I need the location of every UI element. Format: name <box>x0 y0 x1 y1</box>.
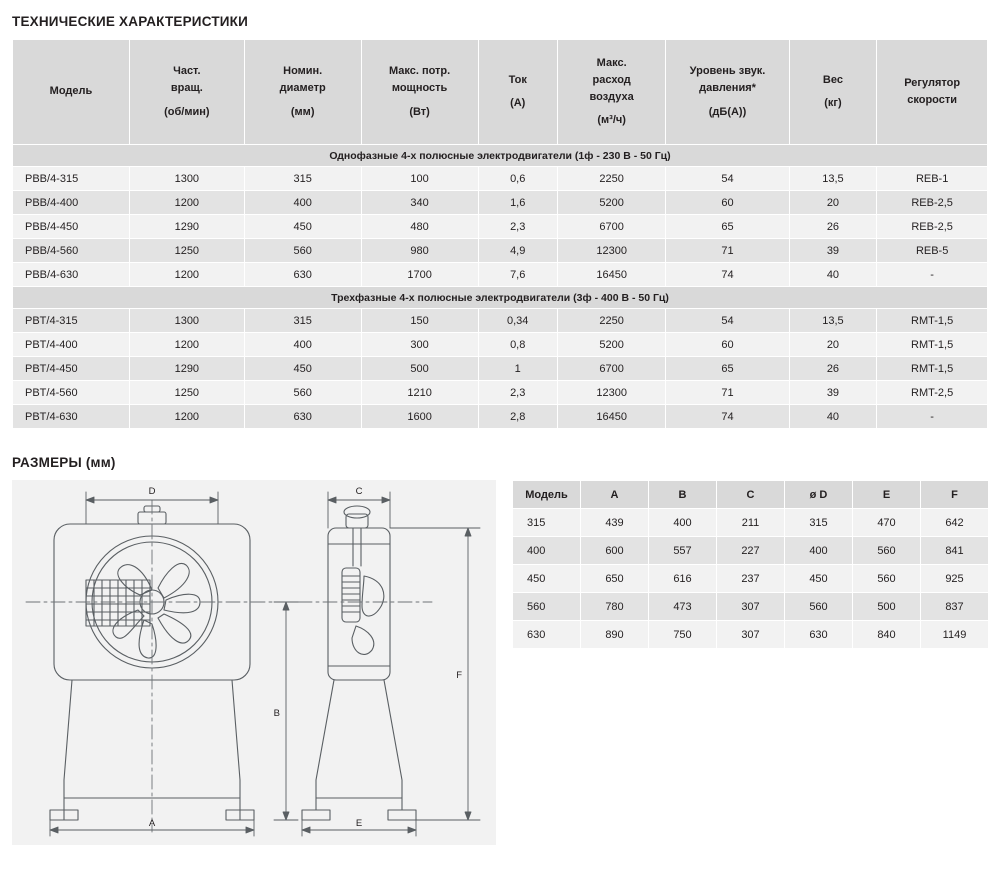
group-label-single-phase: Однофазные 4-х полюсные электродвигатели (1ф - 230 В - 50 Гц) <box>13 145 988 167</box>
cell-speed: 1200 <box>129 263 244 287</box>
dims-cell-f: 841 <box>921 537 989 565</box>
cell-airflow: 5200 <box>557 333 666 357</box>
cell-weight: 40 <box>789 405 877 429</box>
dimensions-block <box>12 480 988 852</box>
dims-cell-f: 1149 <box>921 621 989 649</box>
dims-header-row <box>513 481 989 509</box>
cell-sound: 71 <box>666 239 789 263</box>
drawing-label-c: C <box>355 486 363 497</box>
cell-speed: 1250 <box>129 239 244 263</box>
cell-power: 150 <box>361 309 478 333</box>
dims-col-header-model: Модель <box>513 481 581 509</box>
col-header-diameter-unit: (мм) <box>290 105 315 118</box>
table-row <box>513 509 989 537</box>
dims-cell-a: 439 <box>581 509 649 537</box>
table-row <box>13 191 988 215</box>
dims-cell-c: 307 <box>717 593 785 621</box>
cell-weight: 40 <box>789 263 877 287</box>
col-header-airflow-unit: (м³/ч) <box>597 114 626 127</box>
col-header-airflow-line3: воздуха <box>589 91 634 103</box>
table-row <box>13 405 988 429</box>
dims-title-text: РАЗМЕРЫ <box>12 455 82 470</box>
dims-cell-e: 560 <box>853 565 921 593</box>
cell-speed: 1290 <box>129 357 244 381</box>
dims-cell-e: 840 <box>853 621 921 649</box>
cell-power: 500 <box>361 357 478 381</box>
cell-speed: 1300 <box>129 167 244 191</box>
specs-table-body <box>13 145 988 429</box>
group-header-row <box>13 287 988 309</box>
cell-model: PBT/4-560 <box>13 381 130 405</box>
dims-table-head <box>513 481 989 509</box>
dims-cell-e: 470 <box>853 509 921 537</box>
cell-weight: 39 <box>789 381 877 405</box>
table-row <box>513 621 989 649</box>
drawing-label-a: A <box>148 818 156 829</box>
table-row <box>13 333 988 357</box>
col-header-diameter <box>244 40 361 145</box>
cell-weight: 20 <box>789 333 877 357</box>
dims-cell-f: 837 <box>921 593 989 621</box>
col-header-airflow-line2: расход <box>592 73 631 86</box>
table-row <box>13 215 988 239</box>
cell-regulator: RMT-2,5 <box>877 381 988 405</box>
cell-model: PBB/4-560 <box>13 239 130 263</box>
technical-specs-table <box>12 39 988 429</box>
table-row <box>13 263 988 287</box>
cell-airflow: 6700 <box>557 215 666 239</box>
cell-sound: 74 <box>666 263 789 287</box>
drawing-label-d: D <box>148 486 156 497</box>
dims-cell-d: 560 <box>785 593 853 621</box>
cell-model: PBB/4-400 <box>13 191 130 215</box>
cell-current: 2,8 <box>478 405 557 429</box>
dims-cell-f: 925 <box>921 565 989 593</box>
col-header-power-line1: Макс. потр. <box>388 65 451 78</box>
dims-cell-f: 642 <box>921 509 989 537</box>
dims-cell-a: 600 <box>581 537 649 565</box>
table-row <box>13 239 988 263</box>
col-header-current-line1: Ток <box>508 73 527 86</box>
drawing-label-f: F <box>456 670 462 681</box>
dims-cell-a: 650 <box>581 565 649 593</box>
table-row <box>513 565 989 593</box>
cell-speed: 1200 <box>129 191 244 215</box>
col-header-speed-line1: Част. <box>173 65 201 78</box>
cell-diameter: 630 <box>244 263 361 287</box>
dims-cell-c: 227 <box>717 537 785 565</box>
dims-table-body <box>513 509 989 649</box>
dims-col-header-c: C <box>717 481 785 509</box>
col-header-sound <box>666 40 789 145</box>
col-header-power-unit: (Вт) <box>409 105 430 118</box>
datasheet-page <box>0 14 1000 870</box>
cell-speed: 1290 <box>129 215 244 239</box>
cell-current: 2,3 <box>478 381 557 405</box>
cell-sound: 74 <box>666 405 789 429</box>
table-row <box>13 357 988 381</box>
col-header-power <box>361 40 478 145</box>
specs-section-title <box>12 14 1000 29</box>
drawing-label-b: B <box>273 708 280 719</box>
col-header-speed-line2: вращ. <box>170 82 203 95</box>
cell-diameter: 630 <box>244 405 361 429</box>
dims-cell-e: 500 <box>853 593 921 621</box>
cell-sound: 65 <box>666 215 789 239</box>
dims-col-header-b: B <box>649 481 717 509</box>
cell-model: PBT/4-315 <box>13 309 130 333</box>
dims-cell-c: 307 <box>717 621 785 649</box>
cell-weight: 26 <box>789 215 877 239</box>
cell-diameter: 560 <box>244 381 361 405</box>
cell-power: 480 <box>361 215 478 239</box>
cell-weight: 39 <box>789 239 877 263</box>
dims-cell-d: 400 <box>785 537 853 565</box>
product-drawing-svg <box>12 480 496 845</box>
dims-cell-a: 890 <box>581 621 649 649</box>
col-header-regulator <box>877 40 988 145</box>
dims-cell-e: 560 <box>853 537 921 565</box>
cell-airflow: 6700 <box>557 357 666 381</box>
col-header-weight-unit: (кг) <box>824 97 842 109</box>
cell-power: 1700 <box>361 263 478 287</box>
dims-col-header-d: ø D <box>785 481 853 509</box>
col-header-regulator-line2: скорости <box>907 94 958 106</box>
cell-regulator: - <box>877 263 988 287</box>
cell-power: 1210 <box>361 381 478 405</box>
cell-power: 100 <box>361 167 478 191</box>
cell-airflow: 5200 <box>557 191 666 215</box>
cell-diameter: 450 <box>244 357 361 381</box>
cell-sound: 65 <box>666 357 789 381</box>
dims-section-title <box>12 455 1000 470</box>
cell-regulator: REB-5 <box>877 239 988 263</box>
dims-cell-b: 750 <box>649 621 717 649</box>
cell-power: 980 <box>361 239 478 263</box>
group-label-three-phase: Трехфазные 4-х полюсные электродвигатели (3ф - 400 В - 50 Гц) <box>13 287 988 309</box>
cell-diameter: 400 <box>244 333 361 357</box>
cell-current: 4,9 <box>478 239 557 263</box>
cell-diameter: 450 <box>244 215 361 239</box>
cell-airflow: 2250 <box>557 309 666 333</box>
cell-regulator: - <box>877 405 988 429</box>
col-header-weight-line1: Вес <box>822 73 843 86</box>
dims-cell-model: 400 <box>513 537 581 565</box>
dims-cell-model: 315 <box>513 509 581 537</box>
cell-speed: 1200 <box>129 333 244 357</box>
cell-airflow: 16450 <box>557 405 666 429</box>
cell-model: PBT/4-450 <box>13 357 130 381</box>
cell-power: 1600 <box>361 405 478 429</box>
cell-weight: 13,5 <box>789 167 877 191</box>
dimensions-table <box>512 480 989 649</box>
col-header-weight <box>789 40 877 145</box>
cell-sound: 60 <box>666 191 789 215</box>
col-header-airflow <box>557 40 666 145</box>
table-row <box>13 381 988 405</box>
cell-diameter: 315 <box>244 167 361 191</box>
specs-title-text: ТЕХНИЧЕСКИЕ ХАРАКТЕРИСТИКИ <box>12 14 249 29</box>
product-drawing-panel <box>12 480 496 845</box>
cell-model: PBB/4-450 <box>13 215 130 239</box>
table-row <box>513 537 989 565</box>
col-header-power-line2: мощность <box>391 82 448 95</box>
dims-cell-c: 237 <box>717 565 785 593</box>
dims-cell-d: 315 <box>785 509 853 537</box>
cell-regulator: REB-2,5 <box>877 215 988 239</box>
table-row <box>13 167 988 191</box>
cell-model: PBB/4-630 <box>13 263 130 287</box>
group-header-row <box>13 145 988 167</box>
dims-cell-b: 473 <box>649 593 717 621</box>
cell-sound: 54 <box>666 309 789 333</box>
cell-current: 2,3 <box>478 215 557 239</box>
cell-power: 300 <box>361 333 478 357</box>
col-header-airflow-line1: Макс. <box>596 56 627 69</box>
cell-speed: 1250 <box>129 381 244 405</box>
cell-sound: 60 <box>666 333 789 357</box>
dims-title-unit: (мм) <box>85 455 116 470</box>
col-header-diameter-line1: Номин. <box>283 65 323 78</box>
col-header-sound-unit: (дБ(А)) <box>708 105 747 118</box>
dims-cell-b: 400 <box>649 509 717 537</box>
dims-cell-b: 557 <box>649 537 717 565</box>
cell-airflow: 12300 <box>557 381 666 405</box>
cell-current: 7,6 <box>478 263 557 287</box>
col-header-diameter-line2: диаметр <box>279 82 326 95</box>
dims-cell-model: 450 <box>513 565 581 593</box>
col-header-regulator-line1: Регулятор <box>904 76 961 89</box>
cell-diameter: 400 <box>244 191 361 215</box>
cell-speed: 1200 <box>129 405 244 429</box>
cell-regulator: RMT-1,5 <box>877 333 988 357</box>
col-header-speed <box>129 40 244 145</box>
cell-regulator: RMT-1,5 <box>877 357 988 381</box>
dims-col-header-a: A <box>581 481 649 509</box>
dims-col-header-e: E <box>853 481 921 509</box>
col-header-speed-unit: (об/мин) <box>164 105 210 118</box>
dims-cell-d: 630 <box>785 621 853 649</box>
cell-current: 0,8 <box>478 333 557 357</box>
dims-cell-d: 450 <box>785 565 853 593</box>
col-header-sound-line1: Уровень звук. <box>689 65 766 78</box>
specs-header-row <box>13 40 988 145</box>
cell-airflow: 12300 <box>557 239 666 263</box>
dims-cell-model: 630 <box>513 621 581 649</box>
col-header-current <box>478 40 557 145</box>
cell-regulator: REB-2,5 <box>877 191 988 215</box>
cell-model: PBB/4-315 <box>13 167 130 191</box>
specs-table-head <box>13 40 988 145</box>
cell-diameter: 560 <box>244 239 361 263</box>
table-row <box>13 309 988 333</box>
col-header-current-unit: (А) <box>510 97 526 109</box>
drawing-label-e: E <box>355 818 363 829</box>
cell-regulator: REB-1 <box>877 167 988 191</box>
col-header-sound-line2: давления* <box>699 82 756 95</box>
dims-cell-b: 616 <box>649 565 717 593</box>
cell-speed: 1300 <box>129 309 244 333</box>
dims-cell-c: 211 <box>717 509 785 537</box>
dims-cell-a: 780 <box>581 593 649 621</box>
cell-weight: 20 <box>789 191 877 215</box>
dims-cell-model: 560 <box>513 593 581 621</box>
cell-airflow: 16450 <box>557 263 666 287</box>
dims-col-header-f: F <box>921 481 989 509</box>
cell-current: 0,34 <box>478 309 557 333</box>
cell-model: PBT/4-400 <box>13 333 130 357</box>
cell-sound: 71 <box>666 381 789 405</box>
cell-sound: 54 <box>666 167 789 191</box>
table-row <box>513 593 989 621</box>
cell-diameter: 315 <box>244 309 361 333</box>
cell-current: 1,6 <box>478 191 557 215</box>
col-header-model <box>13 40 130 145</box>
cell-weight: 13,5 <box>789 309 877 333</box>
cell-weight: 26 <box>789 357 877 381</box>
cell-regulator: RMT-1,5 <box>877 309 988 333</box>
cell-power: 340 <box>361 191 478 215</box>
cell-current: 0,6 <box>478 167 557 191</box>
col-header-model-line1: Модель <box>49 85 93 98</box>
cell-model: PBT/4-630 <box>13 405 130 429</box>
cell-current: 1 <box>478 357 557 381</box>
cell-airflow: 2250 <box>557 167 666 191</box>
